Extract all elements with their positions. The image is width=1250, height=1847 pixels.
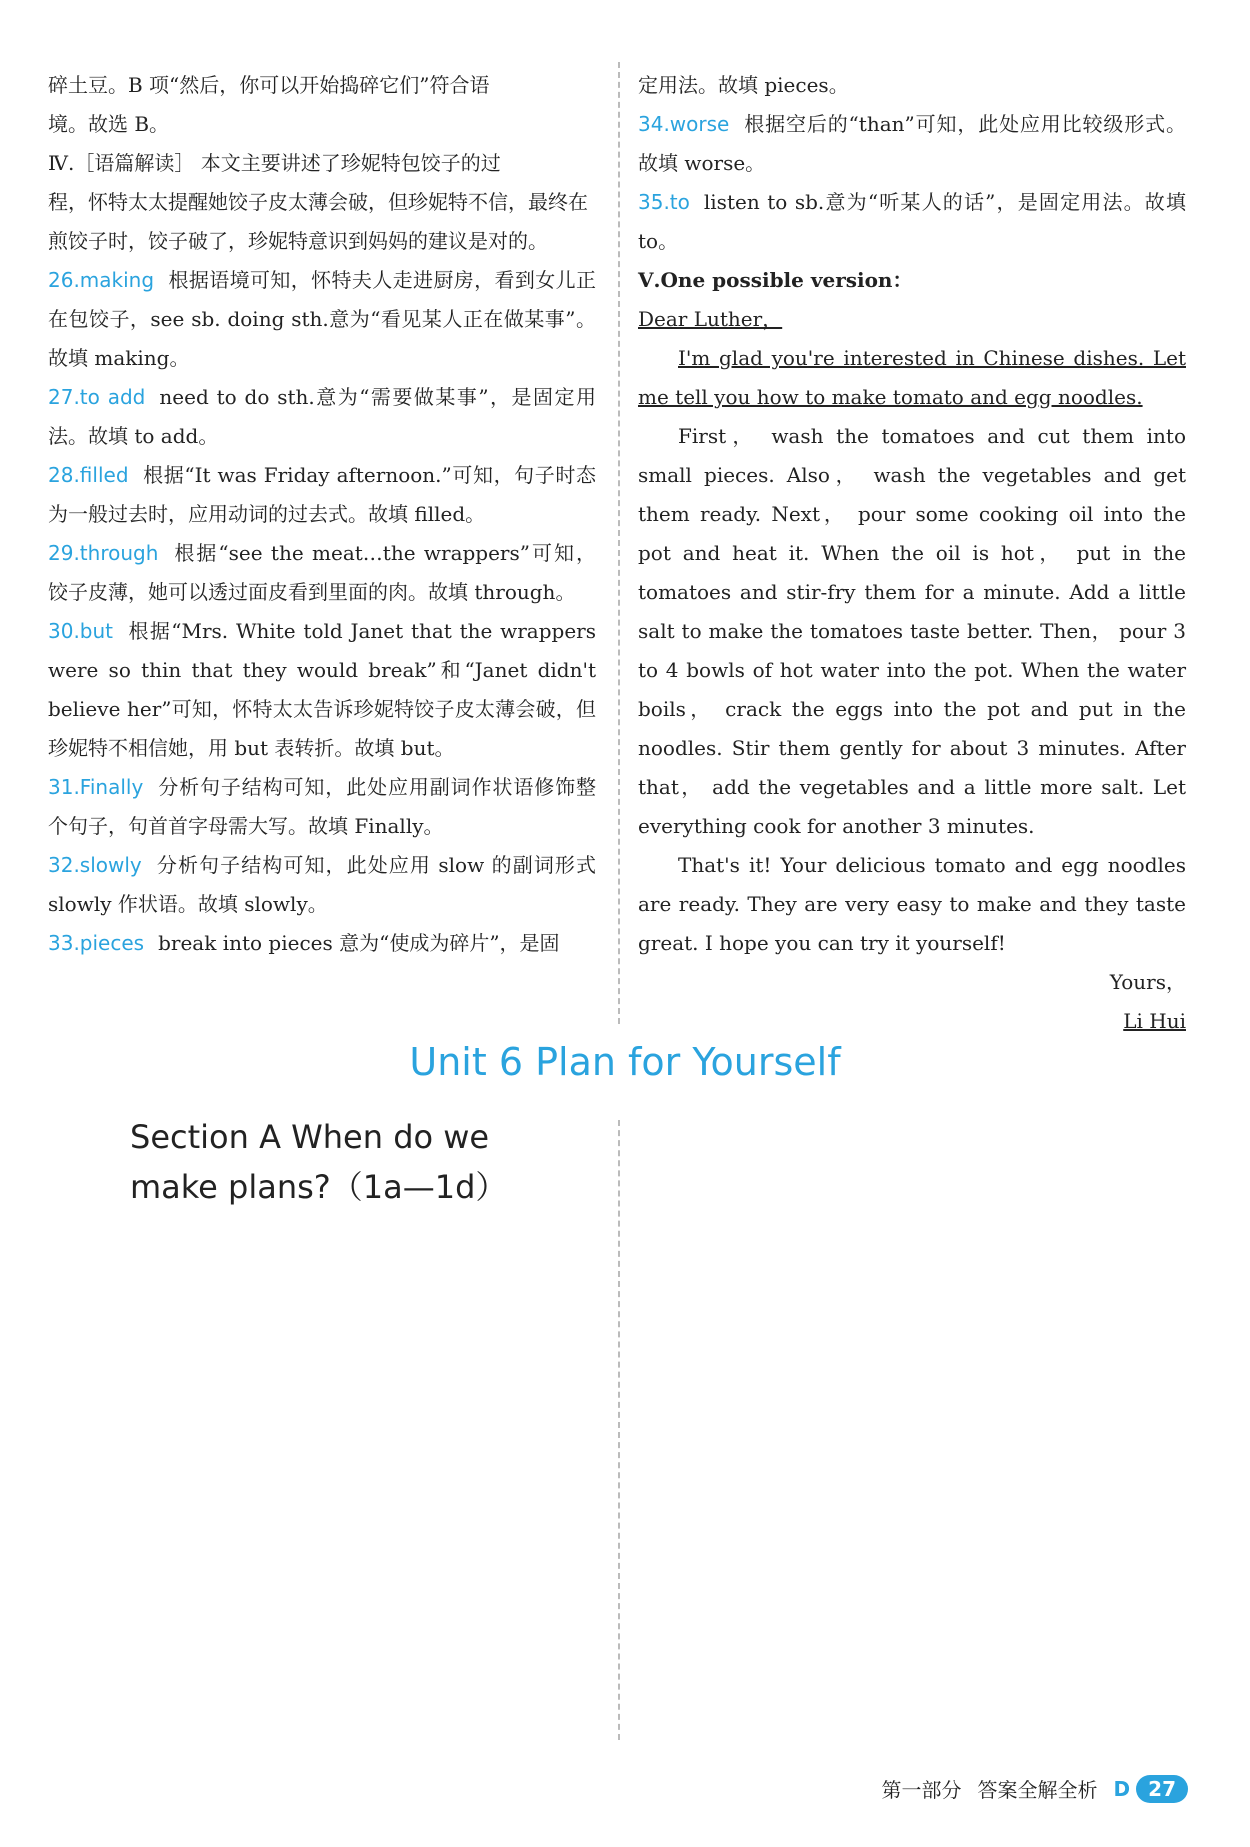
- text-line: 境。故选 B。: [48, 112, 170, 136]
- section-a-line2: make plans?（1a—1d）: [130, 1168, 508, 1206]
- section-a-line1: Section A When do we: [130, 1118, 490, 1156]
- letter-paragraph: First， wash the tomatoes and cut them into small pieces. Also， wash the vegetables and get them ready. Next， pour some cooking oil into the pot and heat it. When the oil is hot， put in the tomatoes and stir-fry them for a minute. Add a little salt to make the tomatoes taste better. Then， pour 3 to 4 bowls of hot water into the pot. When the water boils， crack the eggs into the pot and put in the noodles. Stir them gently for about 3 minutes. After that， add the vegetables and a little more salt. Let everything cook for another 3 minutes.: [638, 424, 1186, 838]
- text-line: 碎土豆。B 项“然后，你可以开始捣碎它们”符合语: [48, 73, 490, 97]
- page-number: 27: [1136, 1775, 1188, 1803]
- text-line: 程，怀特太太提醒她饺子皮太薄会破，但珍妮特不信，最终在: [48, 190, 588, 214]
- answer-item: [48, 612, 596, 768]
- answer-text: listen to sb.意为“听某人的话”，是固定用法。故填 to。: [638, 190, 1186, 253]
- answer-number: 29.through: [48, 541, 159, 565]
- top-right-column: [638, 66, 1186, 1041]
- letter-greeting: Dear Luther，: [638, 307, 783, 331]
- footer-title: 答案全解全析: [977, 1778, 1098, 1802]
- answer-number: 28.filled: [48, 463, 129, 487]
- reading-note: Ⅳ.［语篇解读］ 本文主要讲述了珍妮特包饺子的过: [48, 151, 501, 175]
- answer-text: 分析句子结构可知，此处应用 slow 的副词形式 slowly 作状语。故填 slowly。: [48, 853, 596, 916]
- answer-text: need to do sth.意为“需要做某事”，是固定用法。故填 to add。: [48, 385, 597, 448]
- answer-text: 分析句子结构可知，此处应用副词作状语修饰整个句子，句首首字母需大写。故填 Finally。: [48, 775, 596, 838]
- answer-number: 31.Finally: [48, 775, 144, 799]
- answer-number: 32.slowly: [48, 853, 142, 877]
- page-letter: D: [1113, 1776, 1131, 1801]
- answer-item: [638, 105, 1186, 183]
- letter-closing: Yours，: [1109, 970, 1186, 994]
- answer-item: [48, 846, 596, 924]
- answer-item: [48, 924, 596, 963]
- text-line: 定用法。故填 pieces。: [638, 73, 849, 97]
- answer-number: 35.to: [638, 190, 690, 214]
- answer-text: 根据语境可知，怀特夫人走进厨房，看到女儿正在包饺子，see sb. doing sth.意为“看见某人正在做某事”。故填 making。: [48, 268, 596, 370]
- answer-item: [638, 183, 1186, 261]
- top-left-column: [48, 66, 596, 963]
- letter-paragraph: That's it! Your delicious tomato and egg noodles are ready. They are very easy to make and they taste great. I hope you can try it yourself!: [638, 853, 1186, 955]
- answer-item: [48, 768, 596, 846]
- answer-item: [48, 261, 596, 378]
- column-divider-top: [618, 62, 620, 1024]
- answer-number: 26.making: [48, 268, 155, 292]
- answer-text: 根据“Mrs. White told Janet that the wrappers were so thin that they would break”和“Janet didn't believe her”可知，怀特太太告诉珍妮特饺子皮太薄会破，但珍妮特不相信她，用 but 表转折。故填 but。: [48, 619, 596, 760]
- answer-item: [48, 378, 596, 456]
- answer-number: 33.pieces: [48, 931, 145, 955]
- section-a-title: [130, 1112, 507, 1212]
- footer: [882, 1774, 1188, 1803]
- letter-signature: Li Hui: [1123, 1009, 1186, 1033]
- answer-text: 根据“see the meat…the wrappers”可知，饺子皮薄，她可以透过面皮看到里面的肉。故填 through。: [48, 541, 596, 604]
- letter-paragraph: I'm glad you're interested in Chinese dishes. Let me tell you how to make tomato and egg noodles.: [638, 346, 1186, 409]
- answer-item: [48, 456, 596, 534]
- answer-item: [48, 534, 596, 612]
- version-heading: Ⅴ.One possible version：: [638, 268, 913, 292]
- answer-text: 根据空后的“than”可知，此处应用比较级形式。故填 worse。: [638, 112, 1186, 175]
- answer-text: 根据“It was Friday afternoon.”可知，句子时态为一般过去时，应用动词的过去式。故填 filled。: [48, 463, 596, 526]
- answer-number: 34.worse: [638, 112, 730, 136]
- column-divider-bottom: [618, 1120, 620, 1740]
- footer-part: 第一部分: [881, 1778, 962, 1802]
- text-line: 煎饺子时，饺子破了，珍妮特意识到妈妈的建议是对的。: [48, 229, 548, 253]
- unit-title: Unit 6 Plan for Yourself: [409, 1040, 841, 1084]
- answer-number: 30.but: [48, 619, 114, 643]
- answer-number: 27.to add: [48, 385, 146, 409]
- answer-text: break into pieces 意为“使成为碎片”，是固: [158, 931, 560, 955]
- page-badge: [1114, 1777, 1188, 1801]
